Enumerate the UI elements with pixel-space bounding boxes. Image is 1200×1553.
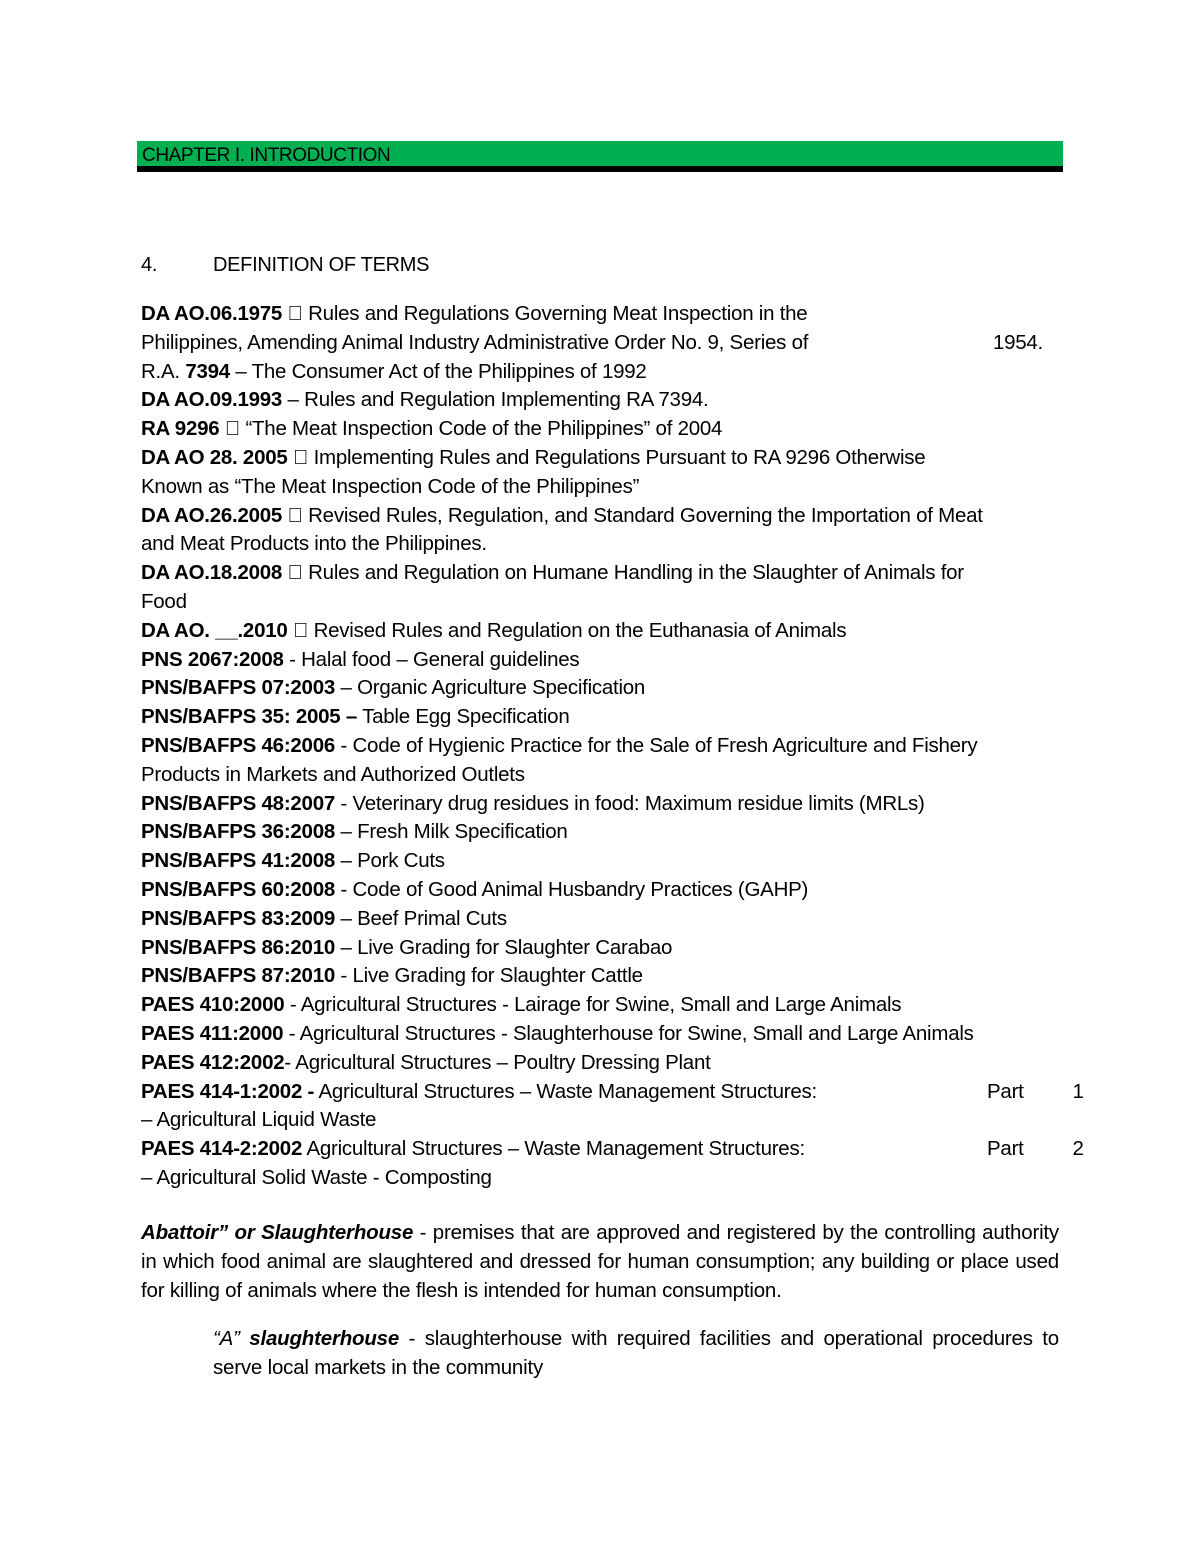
term-text: Implementing Rules and Regulations Pursuant to RA 9296 Otherwise xyxy=(292,445,905,469)
term-code: PNS/BAFPS 86:2010 xyxy=(141,935,336,959)
term-line xyxy=(141,588,1061,617)
term-separator: – xyxy=(335,820,358,844)
term-separator xyxy=(219,417,225,441)
term-line xyxy=(141,473,1061,502)
term-line xyxy=(141,1020,1061,1049)
term-line xyxy=(141,559,1061,588)
term-text: R.A. xyxy=(141,359,186,383)
term-line xyxy=(141,790,1061,819)
term-code: PNS/BAFPS 60:2008 xyxy=(141,877,336,901)
term-separator: – xyxy=(335,906,358,930)
term-separator xyxy=(287,445,293,469)
term-text: Veterinary drug residues in food: Maximum residue limits (MRLs) xyxy=(352,791,925,815)
term-code: PNS/BAFPS 41:2008 xyxy=(141,849,336,873)
term-text: Agricultural Structures – Waste Management Structures: xyxy=(306,1137,805,1161)
term-line xyxy=(141,415,1061,444)
term-text: Philippines, Amending Animal Industry Administrative Order No. 9, Series of xyxy=(141,330,809,354)
term-code: RA 9296 xyxy=(141,417,220,441)
term-text: “The Meat Inspection Code of the Philippines” of 2004 xyxy=(224,417,702,441)
term-code: PAES 411:2000 xyxy=(141,1021,284,1045)
term-text: Rules and Regulation on Humane Handling in the Slaughter of Animals for xyxy=(287,561,944,585)
term-code: PNS/BAFPS 35: 2005 – xyxy=(141,705,358,729)
term-separator: - xyxy=(283,1021,300,1045)
term-line xyxy=(141,530,1061,559)
term-separator: - xyxy=(283,647,302,671)
term-separator xyxy=(282,503,288,527)
term-separator: - xyxy=(335,964,353,988)
section-heading xyxy=(141,254,429,277)
term-separator: – xyxy=(335,935,358,959)
term-line xyxy=(141,962,1061,991)
term-line xyxy=(141,1078,1084,1107)
term-part xyxy=(987,1078,1084,1107)
term-line xyxy=(141,646,1061,675)
a-slaughterhouse-term: slaughterhouse xyxy=(249,1327,400,1350)
term-text: Beef Primal Cuts xyxy=(357,906,507,930)
term-text: Live Grading for Slaughter Carabao xyxy=(357,935,673,959)
term-line xyxy=(141,300,1061,329)
term-text: Halal food – General guidelines xyxy=(301,647,580,671)
term-code: DA AO.18.2008 xyxy=(141,561,283,585)
term-line xyxy=(141,1135,1084,1164)
term-code: PNS/BAFPS 87:2010 xyxy=(141,964,336,988)
term-separator: - xyxy=(284,1050,296,1074)
term-line xyxy=(141,386,1061,415)
term-text: Rules and Regulations Governing Meat Inspection in the xyxy=(287,302,787,325)
term-line xyxy=(141,732,1061,761)
abattoir-definition xyxy=(141,1219,1059,1305)
term-line xyxy=(141,1164,1061,1193)
term-text: Rules and Regulation Implementing RA 7394. xyxy=(304,388,709,412)
term-separator: – xyxy=(335,849,358,873)
term-code: PNS/BAFPS 36:2008 xyxy=(141,820,336,844)
term-code: DA AO 28. 2005 xyxy=(141,445,288,469)
term-part-label: Part xyxy=(987,1079,1024,1103)
term-part-number: 2 xyxy=(1072,1137,1084,1161)
term-separator: - xyxy=(335,791,353,815)
term-line xyxy=(141,876,1061,905)
term-text: Revised Rules and Regulation on the Euthanasia of Animals xyxy=(292,618,826,642)
term-code: PNS 2067:2008 xyxy=(141,647,284,671)
abattoir-term: Abattoir” or Slaughterhouse xyxy=(141,1221,414,1244)
term-text: Agricultural Structures - Slaughterhouse for Swine, Small and Large Animals xyxy=(299,1021,974,1045)
term-part-number: 1 xyxy=(1072,1079,1084,1103)
term-text: Revised Rules, Regulation, and Standard Governing the Importation of Meat xyxy=(287,503,963,527)
term-text: Agricultural Structures – Waste Management Structures: xyxy=(318,1079,817,1103)
term-text: and Meat Products into the Philippines. xyxy=(141,532,487,556)
term-separator xyxy=(287,618,293,642)
term-line xyxy=(141,1049,1061,1078)
term-code: DA AO.26.2005 xyxy=(141,503,283,527)
chapter-title: CHAPTER I. INTRODUCTION xyxy=(142,145,391,166)
term-line xyxy=(141,329,1061,358)
term-line xyxy=(141,674,1061,703)
term-line xyxy=(141,991,1061,1020)
term-code: DA AO. __.2010 xyxy=(141,618,288,642)
term-code: PAES 414-2:2002 xyxy=(141,1137,303,1161)
terms-list xyxy=(141,300,1084,1193)
term-part xyxy=(987,1135,1084,1164)
term-separator: – xyxy=(335,676,358,700)
term-text: Table Egg Specification xyxy=(362,705,570,729)
term-line xyxy=(141,905,1061,934)
term-code: 7394 xyxy=(185,359,230,383)
term-text: Products in Markets and Authorized Outlets xyxy=(141,762,525,786)
term-text: – The Consumer Act of the Philippines of 1992 xyxy=(229,359,647,383)
term-code: DA AO.09.1993 xyxy=(141,388,283,412)
term-line xyxy=(141,502,1061,531)
term-text: Pork Cuts xyxy=(357,849,445,873)
abattoir-text: - premises that are approved and registered by the controlling authority in which food animal are slaughtered and dressed for human consumption; any building or place used for killing of animals where the flesh is intended for human consumption. xyxy=(141,1221,1059,1302)
a-slaughterhouse-prefix: “A” xyxy=(213,1327,250,1350)
term-line xyxy=(141,761,1061,790)
section-number: 4. xyxy=(141,254,158,276)
term-code: PAES 412:2002 xyxy=(141,1050,285,1074)
term-line xyxy=(141,617,1061,646)
a-slaughterhouse-definition xyxy=(213,1325,1059,1383)
term-code: DA AO.06.1975 xyxy=(141,302,283,325)
term-text: Code of Good Animal Husbandry Practices (GAHP) xyxy=(352,877,809,901)
term-separator xyxy=(282,302,288,325)
term-line xyxy=(141,444,1061,473)
term-text: Food xyxy=(141,589,187,613)
term-part-label: Part xyxy=(987,1137,1024,1161)
term-code: PNS/BAFPS 48:2007 xyxy=(141,791,336,815)
term-line xyxy=(141,1106,1061,1135)
term-text: Live Grading for Slaughter Cattle xyxy=(352,964,643,988)
term-line xyxy=(141,934,1061,963)
term-line xyxy=(141,703,1061,732)
term-text: Known as “The Meat Inspection Code of the Philippines” xyxy=(141,474,640,498)
term-text: Code of Hygienic Practice for the Sale of Fresh Agriculture and Fishery xyxy=(352,733,978,757)
term-separator: – xyxy=(282,388,305,412)
term-line xyxy=(141,847,1061,876)
term-text: Fresh Milk Specification xyxy=(357,820,568,844)
term-text: Organic Agriculture Specification xyxy=(357,676,646,700)
term-separator: - xyxy=(335,733,353,757)
term-code: PNS/BAFPS 83:2009 xyxy=(141,906,336,930)
term-separator xyxy=(282,561,288,585)
term-line xyxy=(141,358,1061,387)
term-code: PNS/BAFPS 46:2006 xyxy=(141,733,336,757)
chapter-banner xyxy=(137,141,1063,172)
a-slaughterhouse-text: - slaughterhouse with required facilities and operational procedures to serve local markets in the community xyxy=(213,1327,1059,1379)
term-line xyxy=(141,818,1061,847)
term-separator: - xyxy=(335,877,353,901)
term-year: 1954. xyxy=(992,330,1043,354)
term-text: – Agricultural Liquid Waste xyxy=(141,1108,377,1132)
term-code: PNS/BAFPS 07:2003 xyxy=(141,676,336,700)
term-text: Agricultural Structures - Lairage for Swine, Small and Large Animals xyxy=(300,993,902,1017)
term-code: PAES 410:2000 xyxy=(141,993,285,1017)
section-title: DEFINITION OF TERMS xyxy=(213,254,430,276)
term-separator: - xyxy=(284,993,301,1017)
term-code: PAES 414-1:2002 - xyxy=(141,1079,315,1103)
term-text: – Agricultural Solid Waste - Composting xyxy=(141,1165,492,1189)
term-text: Agricultural Structures – Poultry Dressing Plant xyxy=(295,1050,711,1074)
